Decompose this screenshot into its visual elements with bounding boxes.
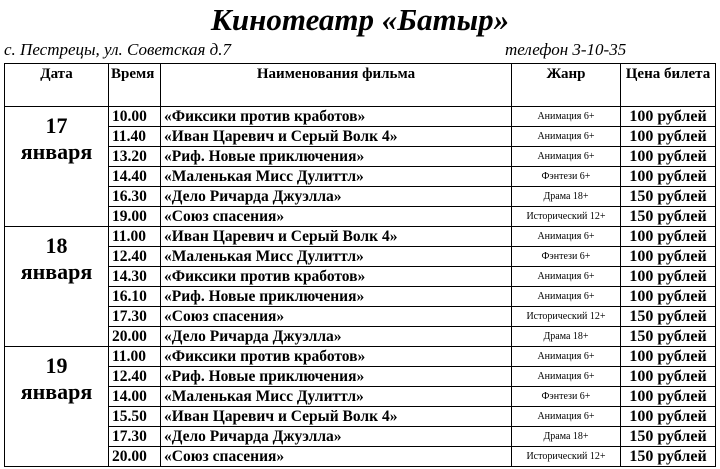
session-time: 14.40 (109, 167, 161, 187)
ticket-price: 100 рублей (621, 347, 716, 367)
header-row (5, 64, 716, 107)
film-title: «Маленькая Мисс Дулиттл» (161, 387, 512, 407)
table-row (5, 407, 716, 427)
session-time: 16.30 (109, 187, 161, 207)
ticket-price: 150 рублей (621, 307, 716, 327)
film-title: «Маленькая Мисс Дулиттл» (161, 247, 512, 267)
header-genre: Жанр (512, 64, 621, 107)
film-title: «Риф. Новые приключения» (161, 147, 512, 167)
session-time: 12.40 (109, 367, 161, 387)
cinema-phone: телефон 3-10-35 (505, 40, 627, 59)
cinema-title: Кинотеатр «Батыр» (210, 2, 510, 37)
film-genre: Фэнтези 6+ (512, 387, 621, 407)
ticket-price: 100 рублей (621, 407, 716, 427)
ticket-price: 100 рублей (621, 367, 716, 387)
ticket-price: 100 рублей (621, 127, 716, 147)
header-price: Цена билета (621, 64, 716, 107)
session-time: 13.20 (109, 147, 161, 167)
header-film: Наименования фильма (161, 64, 512, 107)
date-day: 17 (45, 113, 68, 138)
film-title: «Союз спасения» (161, 447, 512, 467)
film-genre: Анимация 6+ (512, 407, 621, 427)
film-genre: Драма 18+ (512, 187, 621, 207)
session-time: 15.50 (109, 407, 161, 427)
table-row (5, 387, 716, 407)
film-genre: Анимация 6+ (512, 287, 621, 307)
film-title: «Иван Царевич и Серый Волк 4» (161, 127, 512, 147)
table-row (5, 107, 716, 127)
table-row (5, 247, 716, 267)
session-time: 11.00 (109, 347, 161, 367)
ticket-price: 100 рублей (621, 247, 716, 267)
session-time: 14.30 (109, 267, 161, 287)
film-title: «Дело Ричарда Джуэлла» (161, 427, 512, 447)
ticket-price: 150 рублей (621, 187, 716, 207)
date-cell (5, 107, 109, 227)
table-row (5, 147, 716, 167)
date-month: января (20, 259, 93, 284)
session-time: 20.00 (109, 447, 161, 467)
film-title: «Иван Царевич и Серый Волк 4» (161, 407, 512, 427)
ticket-price: 150 рублей (621, 447, 716, 467)
ticket-price: 150 рублей (621, 427, 716, 447)
date-cell (5, 347, 109, 467)
film-genre: Драма 18+ (512, 327, 621, 347)
table-row (5, 127, 716, 147)
ticket-price: 100 рублей (621, 287, 716, 307)
date-day: 19 (45, 353, 68, 378)
schedule-table (4, 63, 716, 467)
table-row (5, 287, 716, 307)
ticket-price: 100 рублей (621, 147, 716, 167)
table-row (5, 327, 716, 347)
film-title: «Дело Ричарда Джуэлла» (161, 187, 512, 207)
film-title: «Союз спасения» (161, 307, 512, 327)
ticket-price: 100 рублей (621, 167, 716, 187)
session-time: 11.00 (109, 227, 161, 247)
ticket-price: 100 рублей (621, 107, 716, 127)
date-day: 18 (45, 233, 68, 258)
ticket-price: 150 рублей (621, 327, 716, 347)
film-genre: Исторический 12+ (512, 207, 621, 227)
session-time: 20.00 (109, 327, 161, 347)
session-time: 12.40 (109, 247, 161, 267)
date-month: января (20, 139, 93, 164)
film-genre: Исторический 12+ (512, 307, 621, 327)
film-title: «Союз спасения» (161, 207, 512, 227)
ticket-price: 100 рублей (621, 387, 716, 407)
film-title: «Фиксики против кработов» (161, 267, 512, 287)
film-title: «Маленькая Мисс Дулиттл» (161, 167, 512, 187)
session-time: 11.40 (109, 127, 161, 147)
cinema-address: с. Пестрецы, ул. Советская д.7 (4, 40, 232, 59)
ticket-price: 100 рублей (621, 227, 716, 247)
film-title: «Иван Царевич и Серый Волк 4» (161, 227, 512, 247)
film-genre: Анимация 6+ (512, 267, 621, 287)
film-genre: Фэнтези 6+ (512, 247, 621, 267)
film-genre: Исторический 12+ (512, 447, 621, 467)
film-title: «Дело Ричарда Джуэлла» (161, 327, 512, 347)
table-row (5, 347, 716, 367)
film-title: «Фиксики против кработов» (161, 347, 512, 367)
film-genre: Анимация 6+ (512, 367, 621, 387)
table-row (5, 427, 716, 447)
session-time: 14.00 (109, 387, 161, 407)
film-genre: Фэнтези 6+ (512, 167, 621, 187)
table-row (5, 187, 716, 207)
ticket-price: 100 рублей (621, 267, 716, 287)
film-genre: Анимация 6+ (512, 227, 621, 247)
film-genre: Драма 18+ (512, 427, 621, 447)
film-title: «Фиксики против кработов» (161, 107, 512, 127)
header-date: Дата (5, 64, 109, 107)
session-time: 17.30 (109, 427, 161, 447)
table-row (5, 307, 716, 327)
table-row (5, 227, 716, 247)
table-row (5, 207, 716, 227)
film-title: «Риф. Новые приключения» (161, 287, 512, 307)
film-genre: Анимация 6+ (512, 147, 621, 167)
header-time: Время (109, 64, 161, 107)
session-time: 16.10 (109, 287, 161, 307)
table-row (5, 447, 716, 467)
session-time: 17.30 (109, 307, 161, 327)
film-title: «Риф. Новые приключения» (161, 367, 512, 387)
table-row (5, 167, 716, 187)
date-cell (5, 227, 109, 347)
date-month: января (20, 379, 93, 404)
film-genre: Анимация 6+ (512, 347, 621, 367)
ticket-price: 150 рублей (621, 207, 716, 227)
session-time: 19.00 (109, 207, 161, 227)
session-time: 10.00 (109, 107, 161, 127)
film-genre: Анимация 6+ (512, 107, 621, 127)
table-row (5, 367, 716, 387)
table-row (5, 267, 716, 287)
film-genre: Анимация 6+ (512, 127, 621, 147)
